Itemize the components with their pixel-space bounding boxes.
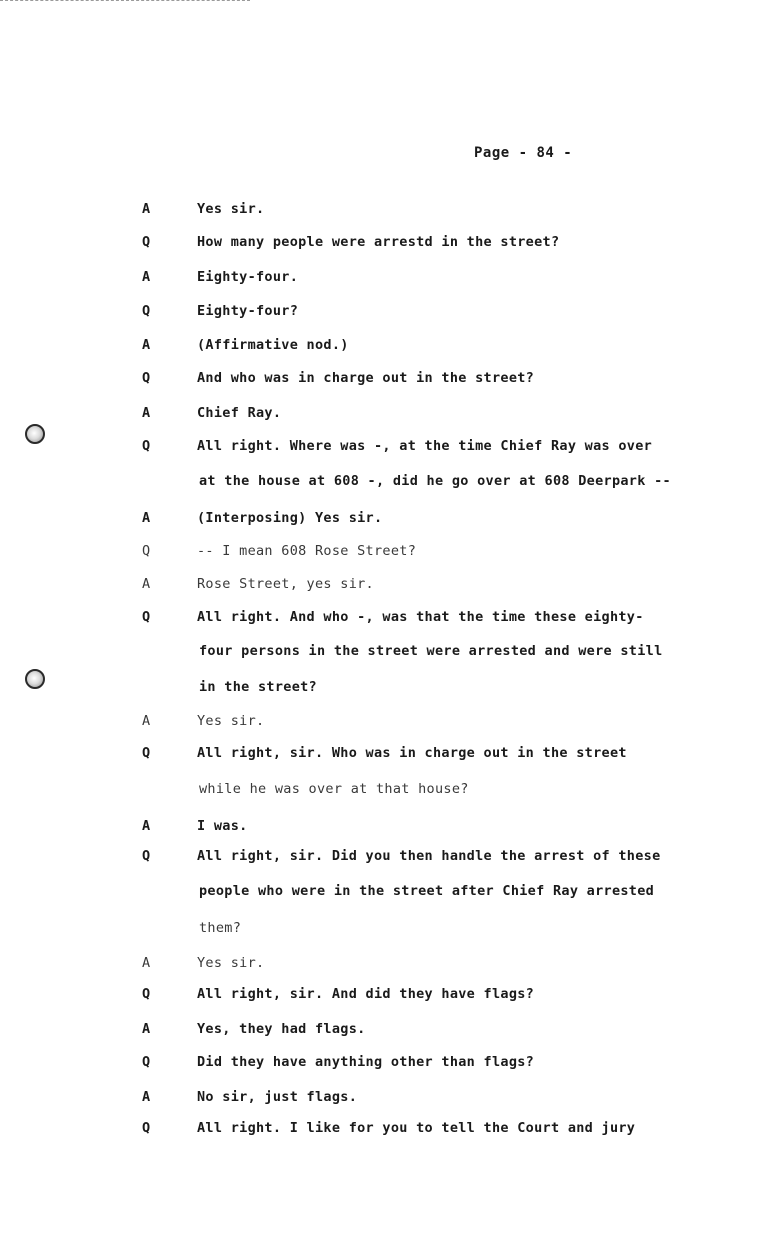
speaker-label: A bbox=[142, 1089, 151, 1105]
speaker-label: A bbox=[142, 1021, 151, 1037]
entry-text: Yes sir. bbox=[197, 955, 265, 971]
entry-text: -- I mean 608 Rose Street? bbox=[197, 543, 417, 559]
entry-text-continuation: while he was over at that house? bbox=[199, 781, 469, 797]
entry-text-continuation: in the street? bbox=[199, 679, 317, 695]
entry-text: All right. And who -, was that the time these eighty- bbox=[197, 609, 644, 625]
entry-text-continuation: people who were in the street after Chief Ray arrested bbox=[199, 883, 655, 899]
entry-text: All right, sir. And did they have flags? bbox=[197, 986, 535, 1002]
speaker-label: Q bbox=[142, 370, 151, 386]
speaker-label: A bbox=[142, 337, 151, 353]
speaker-label: A bbox=[142, 510, 151, 526]
entry-text: Yes sir. bbox=[197, 713, 265, 729]
speaker-label: A bbox=[142, 955, 151, 971]
entry-text: All right. Where was -, at the time Chief Ray was over bbox=[197, 438, 653, 454]
speaker-label: A bbox=[142, 818, 151, 834]
entry-text: All right. I like for you to tell the Court and jury bbox=[197, 1120, 636, 1136]
entry-text: All right, sir. Did you then handle the arrest of these bbox=[197, 848, 661, 864]
speaker-label: A bbox=[142, 405, 151, 421]
entry-text: (Affirmative nod.) bbox=[197, 337, 349, 353]
entry-text-continuation: four persons in the street were arrested and were still bbox=[199, 643, 663, 659]
speaker-label: Q bbox=[142, 303, 151, 319]
entry-text: And who was in charge out in the street? bbox=[197, 370, 535, 386]
entry-text: No sir, just flags. bbox=[197, 1089, 358, 1105]
entry-text: All right, sir. Who was in charge out in the street bbox=[197, 745, 627, 761]
speaker-label: Q bbox=[142, 543, 151, 559]
speaker-label: A bbox=[142, 269, 151, 285]
speaker-label: Q bbox=[142, 848, 151, 864]
speaker-label: A bbox=[142, 576, 151, 592]
punch-hole-upper bbox=[25, 424, 45, 444]
speaker-label: Q bbox=[142, 234, 151, 250]
entry-text: (Interposing) Yes sir. bbox=[197, 510, 383, 526]
page-number-header: Page - 84 - bbox=[474, 145, 573, 161]
speaker-label: Q bbox=[142, 438, 151, 454]
entry-text-continuation: them? bbox=[199, 920, 242, 936]
entry-text: Chief Ray. bbox=[197, 405, 282, 421]
entry-text: Did they have anything other than flags? bbox=[197, 1054, 535, 1070]
top-dashed-border bbox=[0, 0, 250, 1]
entry-text: How many people were arrestd in the street? bbox=[197, 234, 560, 250]
entry-text: I was. bbox=[197, 818, 248, 834]
punch-hole-lower bbox=[25, 669, 45, 689]
speaker-label: Q bbox=[142, 745, 151, 761]
entry-text: Yes, they had flags. bbox=[197, 1021, 366, 1037]
speaker-label: A bbox=[142, 713, 151, 729]
entry-text-continuation: at the house at 608 -, did he go over at 608 Deerpark -- bbox=[199, 473, 671, 489]
entry-text: Eighty-four? bbox=[197, 303, 299, 319]
speaker-label: A bbox=[142, 201, 151, 217]
speaker-label: Q bbox=[142, 986, 151, 1002]
entry-text: Yes sir. bbox=[197, 201, 265, 217]
entry-text: Eighty-four. bbox=[197, 269, 299, 285]
speaker-label: Q bbox=[142, 1120, 151, 1136]
entry-text: Rose Street, yes sir. bbox=[197, 576, 374, 592]
speaker-label: Q bbox=[142, 609, 151, 625]
speaker-label: Q bbox=[142, 1054, 151, 1070]
